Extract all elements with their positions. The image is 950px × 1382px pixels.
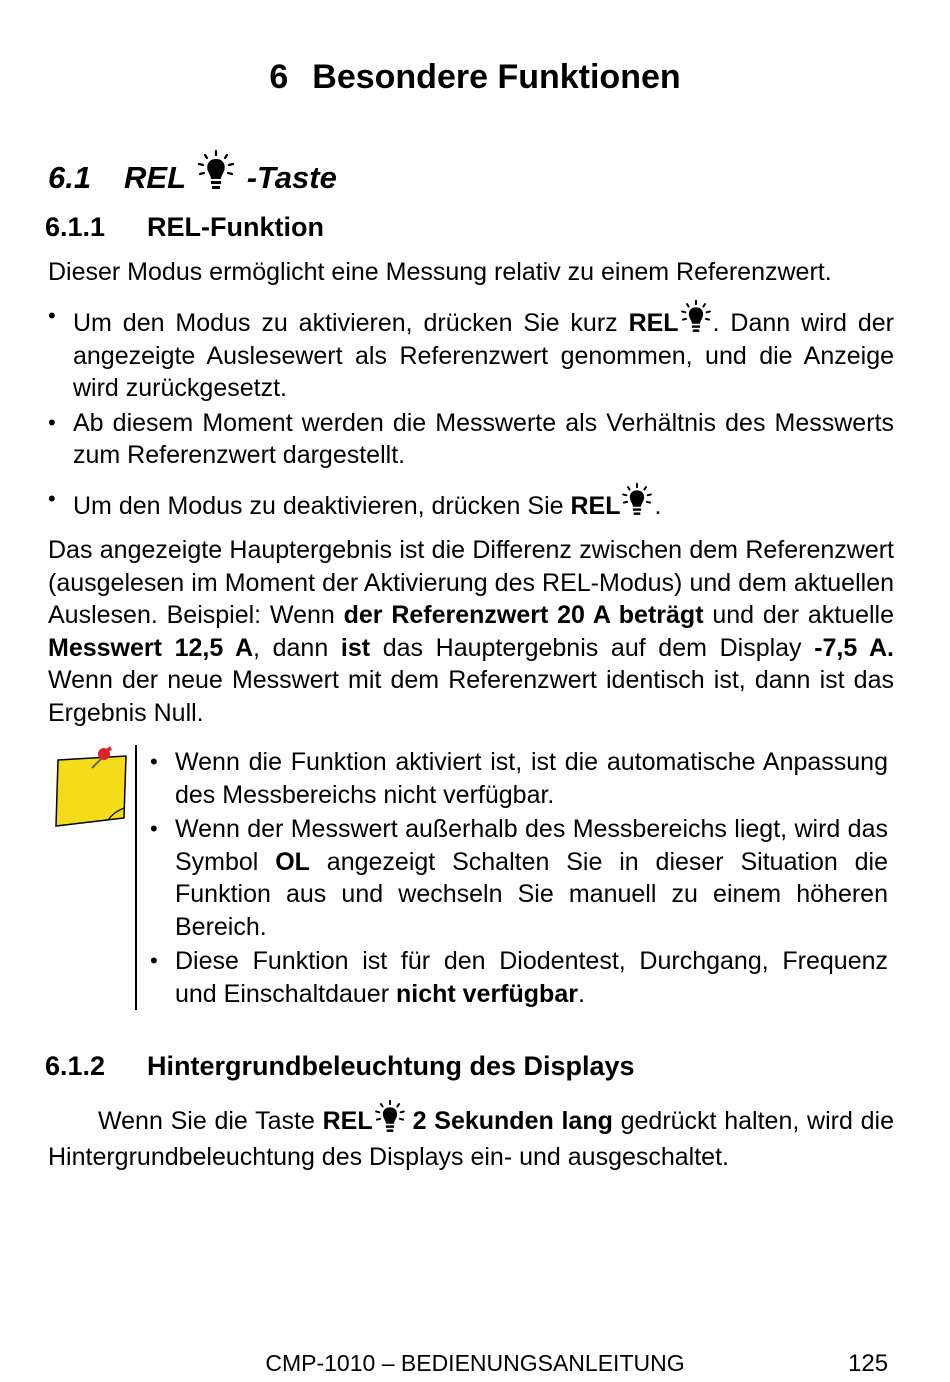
section-prefix: REL (124, 160, 186, 195)
section-number: 6.1 (48, 160, 92, 195)
text-run: das Hauptergebnis auf dem Display (370, 633, 815, 662)
list-item (150, 813, 888, 943)
footer-title: CMP-1010 – BEDIENUNGSANLEITUNG (265, 1350, 685, 1376)
list-item (150, 945, 888, 1010)
intro-paragraph: Dieser Modus ermöglicht eine Messung relativ zu einem Referenzwert. (48, 258, 832, 286)
text-run: gedrückt halten, wird die Hintergrundbeleuchtung des Displays ein- und ausgeschaltet. (48, 1107, 894, 1171)
backlight-bulb-icon (196, 150, 236, 194)
backlight-bulb-icon (373, 1100, 407, 1136)
backlight-bulb-icon (620, 483, 654, 519)
note-pin-icon (52, 742, 130, 830)
subsection-number: 6.1.2 (45, 1051, 106, 1081)
note-text: Wenn die Funktion aktiviert ist, ist die automatische Anpassung des Messbereichs nicht verfügbar. (175, 748, 888, 809)
bullet-text: Ab diesem Moment werden die Messwerte als Verhältnis des Messwerts zum Referenzwert dargestellt. (73, 408, 894, 469)
note-text: Diese Funktion ist für den Diodentest, Durchgang, Frequenz und Einschaltdauer (175, 947, 888, 1008)
rel-bullet-list (48, 300, 894, 522)
bullet-text: Um den Modus zu aktivieren, drücken Sie kurz (73, 309, 629, 337)
subsection-number: 6.1.1 (45, 212, 106, 242)
text-run: , dann (253, 633, 341, 662)
list-item (48, 300, 894, 405)
section-suffix: -Taste (246, 160, 337, 195)
list-item (48, 407, 894, 472)
example-paragraph (48, 534, 894, 729)
note-text: . (577, 979, 585, 1008)
bullet-text: . Dann wird der angezeigte Auslesewert als Referenzwert genommen, und die Anzeige wird zurückgesetzt. (73, 309, 894, 402)
bold-run: Messwert 12,5 A (48, 633, 254, 662)
bold-run: der Referenzwert 20 A beträgt (343, 601, 704, 629)
subsection-heading-rel (45, 212, 324, 243)
bold-run: 2 Sekunden lang (412, 1107, 613, 1135)
chapter-number: 6 (269, 58, 289, 96)
backlight-bulb-icon (679, 300, 713, 336)
note-bullet-list (150, 746, 888, 1010)
rel-key-label: REL (570, 491, 621, 520)
text-run: Wenn der neue Messwert mit dem Referenzwert identisch ist, dann ist das Ergebnis Null. (48, 666, 894, 727)
list-item (150, 746, 888, 811)
chapter-heading (0, 58, 950, 97)
note-text: angezeigt Schalten Sie in dieser Situation die Funktion aus und wechseln Sie manuell zu einem höheren Bereich. (175, 847, 889, 941)
bold-run: ist (340, 633, 371, 662)
note-text: Wenn der Messwert außerhalb des Messbereichs liegt, wird das Symbol (175, 815, 888, 876)
note-divider (135, 745, 137, 1010)
list-item (48, 483, 894, 523)
ol-symbol: OL (275, 847, 310, 876)
page-number: 125 (848, 1350, 889, 1377)
subsection-heading-backlight (45, 1051, 635, 1082)
backlight-paragraph (48, 1100, 894, 1175)
text-run: Wenn Sie die Taste (98, 1107, 323, 1135)
text-run: Das angezeigte Hauptergebnis ist die Differenz zwischen dem Referenzwert (ausgelesen im Moment der Aktivierung des REL-Modus) und dem aktuellen Auslesen. Beispiel: Wenn (48, 536, 894, 629)
text-run: und der aktuelle (703, 601, 895, 629)
bullet-text: . (654, 491, 662, 520)
section-heading (48, 150, 337, 196)
chapter-title: Besondere Funktionen (312, 58, 681, 96)
rel-key-label: REL (628, 309, 679, 337)
rel-key-label: REL (322, 1107, 373, 1135)
subsection-title: Hintergrundbeleuchtung des Displays (147, 1051, 635, 1081)
subsection-title: REL-Funktion (147, 212, 324, 242)
bullet-text: Um den Modus zu deaktivieren, drücken Sie (73, 491, 571, 520)
bold-run: -7,5 A. (814, 633, 894, 662)
bold-run: nicht verfügbar (395, 979, 578, 1008)
